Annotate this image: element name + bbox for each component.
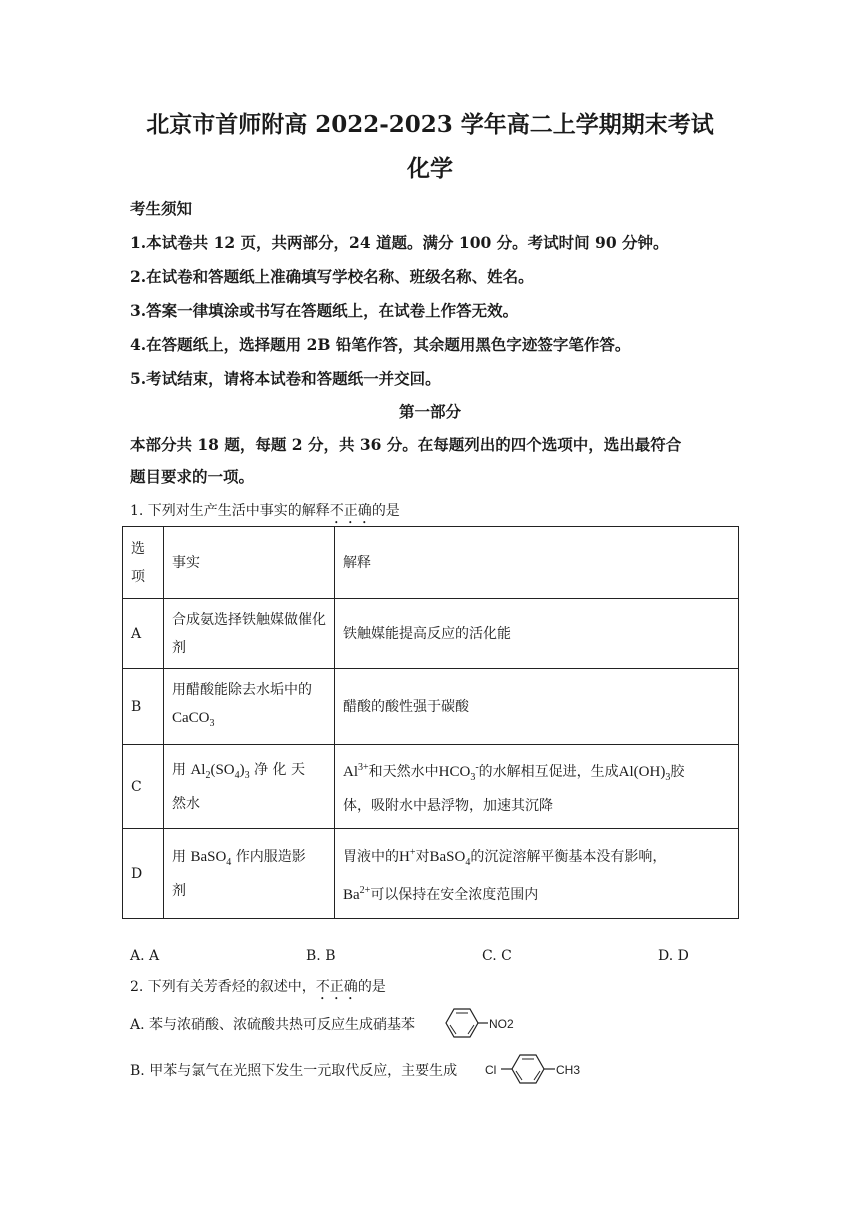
row-label: C: [123, 745, 164, 829]
formula-al3plus: $Al^{3+}$: [343, 761, 369, 780]
chloro-label: Cl: [485, 1063, 497, 1077]
question-1-prefix: 1. 下列对生产生活中事实的解释: [130, 503, 330, 519]
row-fact: [164, 745, 335, 829]
question-2-option-b[interactable]: B. 甲苯与氯气在光照下发生一元取代反应，主要生成: [130, 1063, 458, 1079]
row-explain-line2: 可以保持在安全浓度范围内: [370, 886, 539, 903]
row-label: D: [123, 829, 164, 919]
nitrobenzene-structure: [440, 1003, 520, 1043]
question-1-option-d[interactable]: D. D: [658, 948, 689, 964]
row-fact-line2: 剂: [172, 882, 186, 899]
row-fact: 合成氨选择铁触媒做催化剂: [164, 599, 335, 669]
header-option-cell: [123, 527, 164, 599]
header-explain-cell: 解释: [335, 527, 739, 599]
row-explain-part2: 的水解相互促进，生成: [478, 763, 619, 780]
question-2-option-a[interactable]: A. 苯与浓硝酸、浓硫酸共热可反应生成硝基苯: [130, 1017, 416, 1033]
row-fact-text: 用醋酸能除去水垢中的: [172, 681, 312, 698]
question-2-suffix: 的是: [357, 979, 386, 995]
row-explain-part3: 的沉淀溶解平衡基本没有影响，: [470, 848, 667, 865]
exam-title: 北京市首师附高 2022-2023 学年高二上学期期末考试: [146, 111, 714, 138]
question-1-option-a[interactable]: A. A: [130, 948, 160, 964]
formula-aloh3: $Al(OH)_3$: [618, 763, 671, 783]
formula-baso4: BaSO$_4$: [429, 848, 471, 868]
row-explain-part3: 胶: [670, 763, 685, 780]
row-explain: [335, 829, 739, 919]
row-explain-part1: 胃液中的: [343, 848, 399, 865]
row-explain-part1: 和天然水中: [368, 763, 439, 780]
row-fact-post: 作内服造影: [235, 848, 306, 865]
notice-item-2: 2.在试卷和答题纸上准确填写学校名称、班级名称、姓名。: [130, 267, 534, 286]
part1-heading: 第一部分: [398, 402, 461, 421]
exam-subject: 化学: [407, 155, 453, 182]
question-2-stem: [130, 976, 386, 1003]
table-header-row: [123, 527, 739, 599]
header-option-char-2: 项: [131, 568, 145, 585]
formula-hco3minus: $HCO_3^-$: [438, 761, 479, 783]
row-fact-pre: 用: [172, 761, 186, 778]
question-1-option-b[interactable]: B. B: [306, 948, 336, 964]
nitro-label: NO2: [489, 1017, 514, 1031]
notice-heading: 考生须知: [130, 199, 193, 218]
question-1-table: [122, 526, 739, 919]
row-explain-line2: 体，吸附水中悬浮物，加速其沉降: [343, 797, 553, 814]
formula-al2so43: $Al_2(SO_4)_3$: [190, 761, 250, 781]
row-label: B: [123, 669, 164, 745]
methyl-label: CH3: [556, 1063, 581, 1077]
header-option-char-1: 选: [131, 540, 145, 557]
question-1-option-c[interactable]: C. C: [482, 948, 512, 964]
table-row: [123, 745, 739, 829]
row-fact-pre: 用: [172, 848, 186, 865]
row-explain: 铁触媒能提高反应的活化能: [335, 599, 739, 669]
formula-caco3: CaCO$_3$: [172, 709, 215, 729]
row-label: A: [123, 599, 164, 669]
row-explain-part2: 对: [415, 848, 430, 865]
row-fact-line2: 然水: [172, 795, 200, 812]
table-row: [123, 829, 739, 919]
row-explain: [335, 745, 739, 829]
header-fact-cell: 事实: [164, 527, 335, 599]
row-fact: [164, 829, 335, 919]
notice-item-5: 5.考试结束，请将本试卷和答题纸一并交回。: [130, 369, 441, 388]
question-2-emphasis: 不正确: [315, 979, 358, 995]
question-2-prefix: 2. 下列有关芳香烃的叙述中，: [130, 979, 316, 995]
formula-ba2plus: $Ba^{2+}$: [343, 884, 371, 903]
p-chlorotoluene-structure: [484, 1049, 584, 1089]
notice-item-1: 1.本试卷共 12 页，共两部分，24 道题。满分 100 分。考试时间 90 分钟。: [130, 233, 669, 252]
table-row: [123, 669, 739, 745]
formula-baso4: BaSO$_4$: [190, 848, 232, 868]
question-1-stem: [130, 500, 400, 527]
part1-intro-line1: 本部分共 18 题，每题 2 分，共 36 分。在每题列出的四个选项中，选出最符合: [130, 435, 682, 454]
row-fact: [164, 669, 335, 745]
question-1-suffix: 的是: [371, 503, 400, 519]
notice-item-3: 3.答案一律填涂或书写在答题纸上，在试卷上作答无效。: [130, 301, 519, 320]
part1-intro-line2: 题目要求的一项。: [130, 467, 255, 486]
table-row: [123, 599, 739, 669]
notice-item-4: 4.在答题纸上，选择题用 2B 铅笔作答，其余题用黑色字迹签字笔作答。: [130, 335, 631, 354]
row-fact-post: 净 化 天: [254, 761, 305, 778]
row-explain: 醋酸的酸性强于碳酸: [335, 669, 739, 745]
formula-hplus: H+: [399, 846, 416, 865]
question-1-emphasis: 不正确: [329, 503, 372, 519]
